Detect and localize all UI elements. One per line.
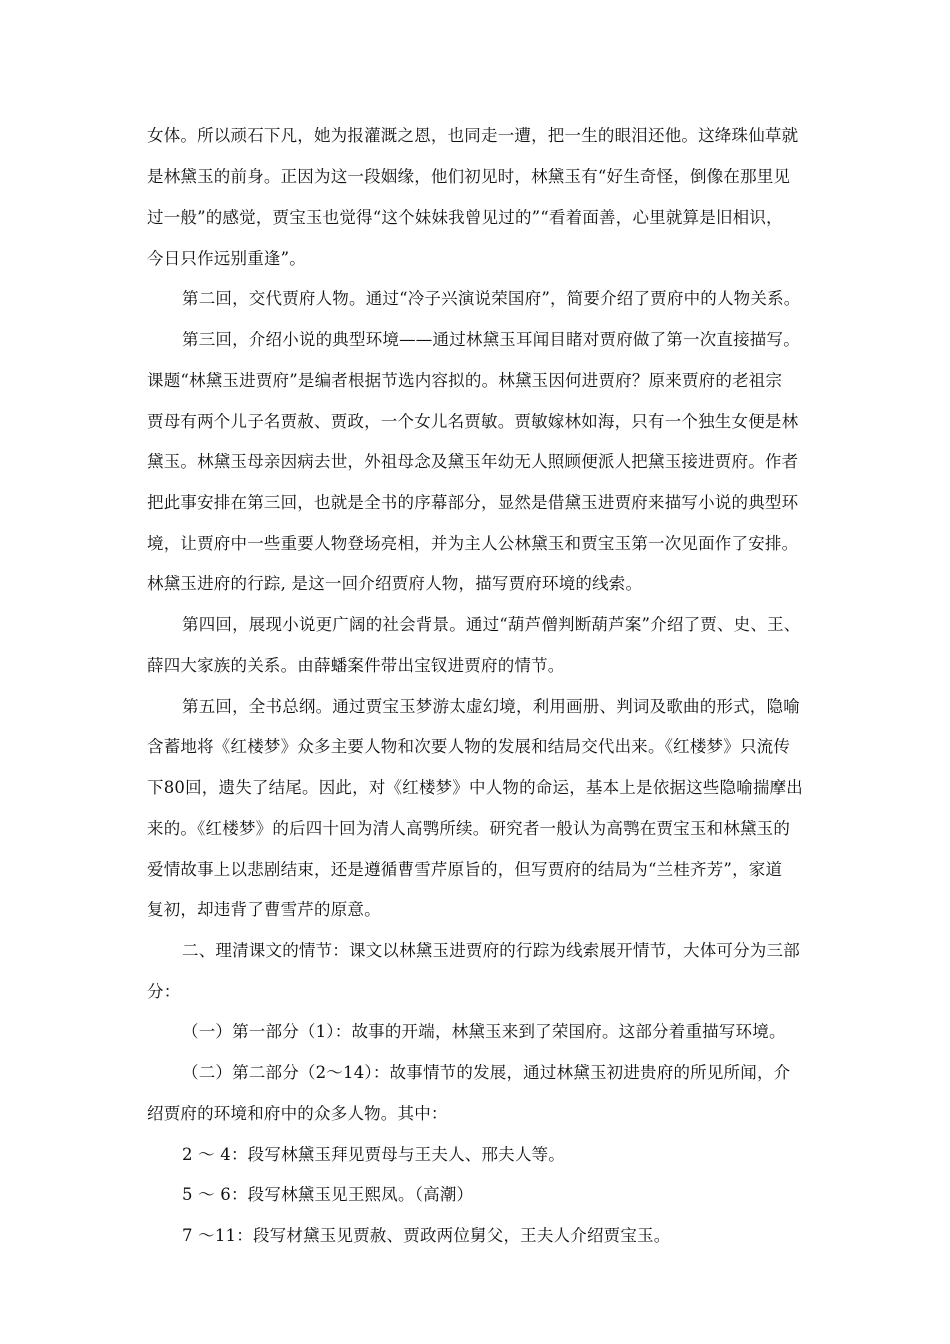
text-line: 把此事安排在第三回，也就是全书的序幕部分，显然是借黛玉进贾府来描写小说的典型环 bbox=[147, 493, 799, 512]
text-line: （一）第一部分（1）：故事的开端，林黛玉来到了荣国府。这部分着重描写环境。 bbox=[182, 1022, 786, 1041]
list-item: 5 ～ 6：段写林黛玉见王熙凤。（高潮） bbox=[182, 1185, 474, 1204]
text-line: 分： bbox=[147, 982, 181, 1001]
text-line: 境，让贾府中一些重要人物登场亮相，并为主人公林黛玉和贾宝玉第一次见面作了安排。 bbox=[147, 534, 799, 553]
text-line: 绍贾府的环境和府中的众多人物。其中： bbox=[147, 1104, 448, 1123]
text-line: 林黛玉进府的行踪, 是这一回介绍贾府人物，描写贾府环境的线索。 bbox=[147, 574, 643, 593]
list-item: 2 ～ 4：段写林黛玉拜见贾母与王夫人、邢夫人等。 bbox=[182, 1145, 565, 1164]
text-line: 来的。《红楼梦》的后四十回为清人高鹗所续。研究者一般认为高鹗在贾宝玉和林黛玉的 bbox=[147, 819, 791, 838]
list-item: 7 ～11：段写材黛玉见贾赦、贾政两位舅父，王夫人介绍贾宝玉。 bbox=[182, 1226, 671, 1245]
text-line: （二）第二部分（2～14）：故事情节的发展，通过林黛玉初进贵府的所见所闻，介 bbox=[182, 1063, 791, 1082]
text-line: 是林黛玉的前身。正因为这一段姻缘，他们初见时，林黛玉有“好生奇怪，倒像在那里见 bbox=[147, 167, 791, 186]
text-line: 第五回，全书总纲。通过贾宝玉梦游太虚幻境，利用画册、判词及歌曲的形式，隐喻 bbox=[182, 697, 800, 716]
text-line: 第四回，展现小说更广阔的社会背景。通过“葫芦僧判断葫芦案”介绍了贾、史、王、 bbox=[182, 615, 801, 634]
text-line: 复初，却违背了曹雪芹的原意。 bbox=[147, 900, 381, 919]
text-line: 第三回，介绍小说的典型环境——通过林黛玉耳闻目睹对贾府做了第一次直接描写。 bbox=[182, 330, 800, 349]
text-line: 下80回，遗失了结尾。因此，对《红楼梦》中人物的命运，基本上是依据这些隐喻揣摩出 bbox=[147, 778, 803, 797]
text-line: 黛玉。林黛玉母亲因病去世，外祖母念及黛玉年幼无人照顾便派人把黛玉接进贾府。作者 bbox=[147, 452, 799, 471]
text-line: 含蓄地将《红楼梦》众多主要人物和次要人物的发展和结局交代出来。《红楼梦》只流传 bbox=[147, 737, 791, 756]
text-line: 课题“林黛玉进贾府”是编者根据节选内容拟的。林黛玉因何进贾府？原来贾府的老祖宗 bbox=[147, 371, 783, 390]
text-line: 过一般”的感觉，贾宝玉也觉得“这个妹妹我曾见过的”“看着面善，心里就算是旧相识， bbox=[147, 208, 783, 227]
text-line: 爱情故事上以悲剧结束，还是遵循曹雪芹原旨的，但写贾府的结局为“兰桂齐芳”，家道 bbox=[147, 860, 783, 879]
text-line: 贾母有两个儿子名贾赦、贾政，一个女儿名贾敏。贾敏嫁林如海，只有一个独生女便是林 bbox=[147, 412, 799, 431]
text-line: 女体。所以顽石下凡，她为报灌溉之恩，也同走一遭，把一生的眼泪还他。这绛珠仙草就 bbox=[147, 126, 799, 145]
text-line: 第二回，交代贾府人物。通过“冷子兴演说荣国府”，简要介绍了贾府中的人物关系。 bbox=[182, 289, 801, 308]
text-line: 今日只作远别重逢”。 bbox=[147, 249, 306, 268]
section-heading: 二、理清课文的情节：课文以林黛玉进贾府的行踪为线索展开情节，大体可分为三部 bbox=[182, 941, 800, 960]
text-line: 薛四大家族的关系。由薛蟠案件带出宝钗进贾府的情节。 bbox=[147, 656, 565, 675]
